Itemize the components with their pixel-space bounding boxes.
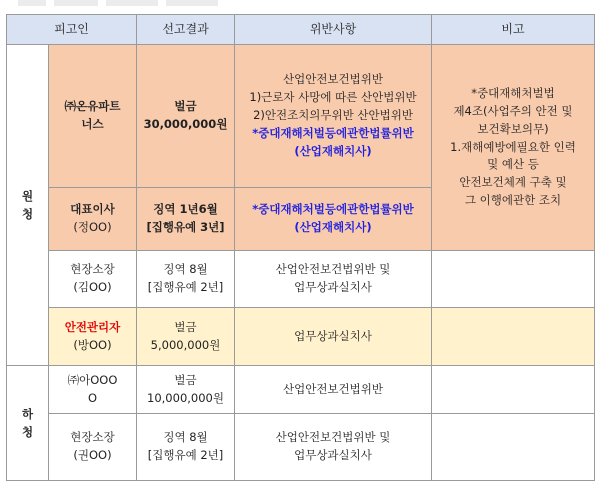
defendant-name-line: ㈜아OOO: [67, 372, 118, 387]
verdict-cell: [137, 251, 235, 308]
defendant-company: [49, 45, 137, 188]
defendant-person: [49, 251, 137, 308]
remarks-line: 안전보건체계 구축 및: [459, 175, 567, 190]
verdict-cell: [137, 308, 235, 366]
verdict-line: [집행유예 2년]: [147, 280, 224, 294]
header-violation: 위반사항: [235, 15, 432, 45]
defendant-role: 현장소장: [70, 262, 115, 277]
verdict-line: 벌금: [174, 99, 197, 114]
verdict-cell: [137, 414, 235, 481]
verdict-line: 5,000,000원: [150, 337, 221, 352]
violation-cell: [235, 188, 432, 251]
remarks-line: 그 이행에관한 조치: [464, 193, 562, 208]
remarks-line: 제4조(사업주의 안전 및: [453, 103, 573, 118]
violation-line: 업무상과실치사: [294, 280, 372, 294]
violation-highlight-line: *중대재해처벌등에관한법률위반: [252, 202, 414, 217]
defendant-name: (정OO): [73, 220, 112, 234]
remarks-line: 1.재해예방에필요한 인력: [450, 139, 576, 154]
defendant-person: [49, 188, 137, 251]
verdict-line: 10,000,000원: [147, 390, 224, 405]
defendant-name-line: ㈜온유파트: [64, 99, 121, 114]
header-remarks: 비고: [432, 15, 595, 45]
remarks-cell: [432, 45, 595, 251]
violation-highlight-line: (산업재해치사): [294, 143, 372, 158]
header-row: [7, 15, 595, 45]
violation-cell: [235, 45, 432, 188]
violation-line: 1)근로자 사망에 따른 산안법위반: [249, 90, 417, 105]
verdict-line: 벌금: [174, 372, 197, 387]
verdict-line: 징역 8월: [163, 262, 208, 277]
violation-line: 산업안전보건법위반 및: [275, 262, 391, 277]
violation-cell: [235, 308, 432, 366]
defendant-name: (김OO): [73, 280, 112, 294]
group-prime-contractor: [7, 45, 49, 366]
group-label-char: 청: [21, 425, 34, 439]
table-row: [7, 414, 595, 481]
verdict-cell: [137, 366, 235, 414]
verdict-line: 징역 1년6월: [153, 202, 218, 217]
defendant-person: [49, 308, 137, 366]
violation-line: 2)안전조치의무위반 산안법위반: [253, 108, 413, 123]
verdict-cell: [137, 188, 235, 251]
violation-cell: [235, 414, 432, 481]
violation-highlight-line: (산업재해치사): [294, 220, 372, 234]
group-label-char: 하: [21, 406, 34, 421]
verdict-line: 벌금: [174, 319, 197, 334]
defendant-company: [49, 366, 137, 414]
defendant-role: 대표이사: [70, 202, 115, 217]
remarks-empty: [432, 308, 595, 366]
remarks-empty: [432, 414, 595, 481]
table-row: [7, 366, 595, 414]
violation-cell: [235, 366, 432, 414]
defendant-name: (방OO): [73, 337, 112, 352]
violation-line: 산업안전보건법위반 및: [275, 430, 391, 445]
defendant-role: 현장소장: [70, 430, 115, 445]
verdict-cell: [137, 45, 235, 188]
cropped-title-strip: [0, 0, 600, 10]
table-row: [7, 45, 595, 188]
defendant-name-line: 너스: [81, 117, 104, 131]
group-label-char: 원: [21, 188, 34, 203]
violation-line: 산업안전보건법위반: [283, 381, 383, 396]
cropped-title-remnant: [18, 0, 218, 6]
remarks-line: *중대재해처벌법: [471, 86, 555, 101]
defendant-role: 안전관리자: [64, 319, 121, 334]
group-label-char: 청: [21, 207, 34, 221]
violation-line: 업무상과실치사: [294, 328, 372, 343]
header-verdict: 선고결과: [137, 15, 235, 45]
verdict-table: [6, 14, 595, 481]
verdict-line: 30,000,000원: [143, 117, 228, 131]
violation-line: 업무상과실치사: [294, 448, 372, 462]
defendant-person: [49, 414, 137, 481]
table-row: [7, 308, 595, 366]
defendant-name-line: O: [87, 390, 98, 405]
violation-highlight-line: *중대재해처벌등에관한법률위반: [252, 125, 414, 140]
violation-cell: [235, 251, 432, 308]
table-row: [7, 251, 595, 308]
remarks-line: 및 예산 등: [487, 157, 539, 172]
remarks-empty: [432, 251, 595, 308]
violation-line: 산업안전보건법위반: [283, 72, 383, 87]
verdict-line: 징역 8월: [163, 430, 208, 445]
remarks-line: 보건확보의무): [477, 121, 549, 136]
verdict-line: [집행유예 2년]: [147, 448, 224, 462]
group-subcontractor: [7, 366, 49, 481]
header-defendant: 피고인: [7, 15, 137, 45]
defendant-name: (권OO): [73, 448, 112, 462]
verdict-line: [집행유예 3년]: [146, 220, 225, 234]
remarks-empty: [432, 366, 595, 414]
